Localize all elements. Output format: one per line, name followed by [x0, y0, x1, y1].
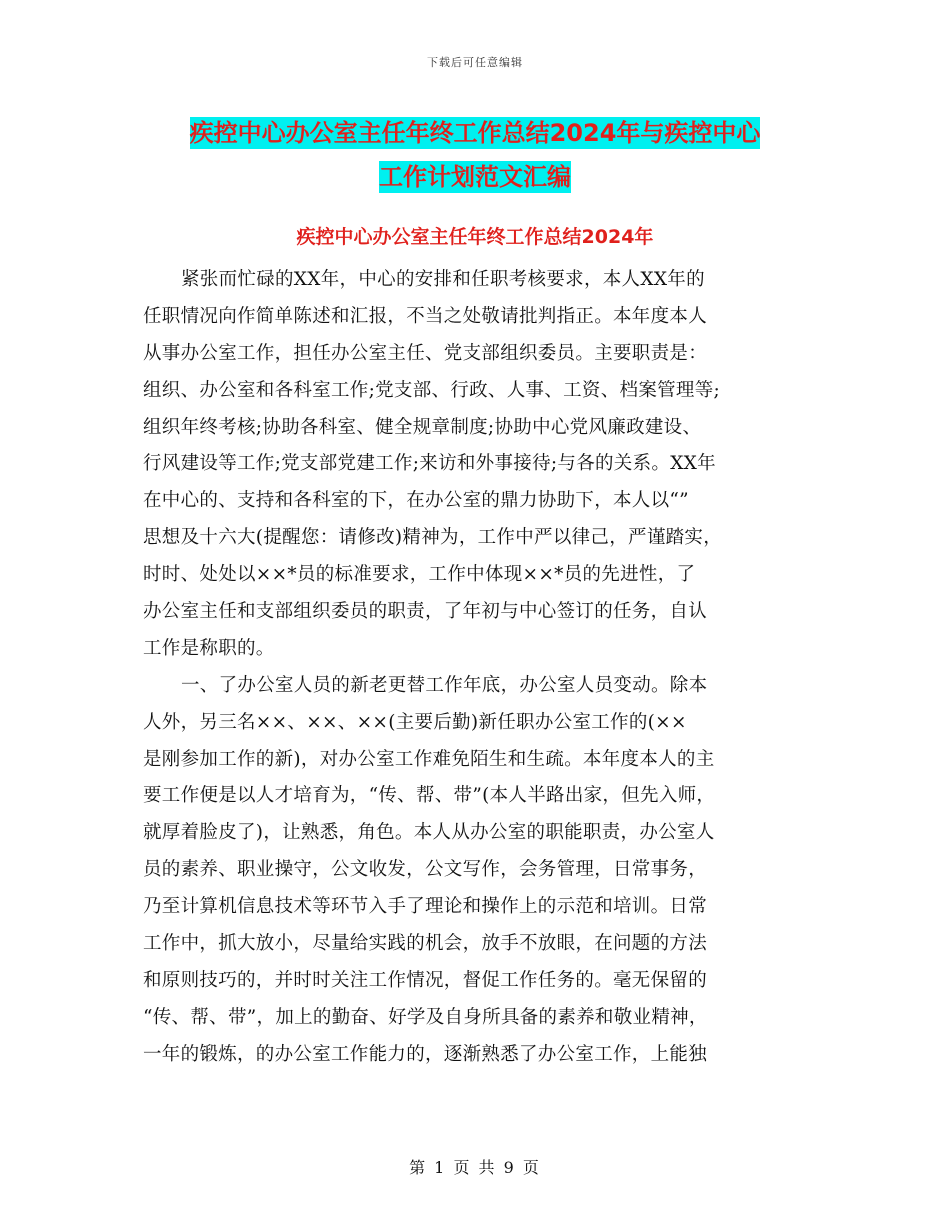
body-text	[143, 262, 823, 1074]
text-line: 一年的锻炼，的办公室工作能力的，逐渐熟悉了办公室工作，上能独	[143, 1043, 708, 1065]
section-title: 疾控中心办公室主任年终工作总结2024年	[296, 226, 654, 248]
text-line: 人外，另三名××、××、××(主要后勤)新任职办公室工作的(××	[143, 711, 687, 733]
text-line: 从事办公室工作，担任办公室主任、党支部组织委员。主要职责是：	[143, 342, 708, 364]
text-line: 工作是称职的。	[143, 637, 275, 659]
text-line: 和原则技巧的，并时时关注工作情况，督促工作任务的。毫无保留的	[143, 969, 708, 991]
text-line: 组织年终考核;协助各科室、健全规章制度;协助中心党风廉政建设、	[143, 416, 702, 438]
main-title-line-2: 工作计划范文汇编	[379, 163, 571, 191]
text-line: 组织、办公室和各科室工作;党支部、行政、人事、工资、档案管理等;	[143, 379, 721, 401]
text-line: 紧张而忙碌的XX年，中心的安排和任职考核要求，本人XX年的	[181, 269, 705, 290]
main-title	[0, 111, 950, 199]
text-line: 任职情况向作简单陈述和汇报，不当之处敬请批判指正。本年度本人	[143, 305, 708, 327]
text-line: 员的素养、职业操守，公文收发，公文写作，会务管理，日常事务，	[143, 859, 708, 881]
text-line: 思想及十六大(提醒您：请修改)精神为，工作中严以律己，严谨踏实，	[143, 527, 723, 549]
text-line: 乃至计算机信息技术等环节入手了理论和操作上的示范和培训。日常	[143, 896, 708, 918]
page-footer: 第 1 页 共 9 页	[409, 1158, 541, 1177]
text-line: 要工作便是以人才培育为，“传、帮、带”(本人半路出家，但先入师，	[143, 785, 716, 807]
text-line: 办公室主任和支部组织委员的职责，了年初与中心签订的任务，自认	[143, 601, 708, 623]
text-line: 是刚参加工作的新)，对办公室工作难免陌生和生疏。本年度本人的主	[143, 748, 715, 770]
text-line: 一、了办公室人员的新老更替工作年底，办公室人员变动。除本	[181, 674, 708, 696]
header-note: 下载后可任意编辑	[427, 56, 523, 69]
text-line: 行风建设等工作;党支部党建工作;来访和外事接待;与各的关系。XX年	[143, 453, 716, 475]
text-line: 就厚着脸皮了)，让熟悉，角色。本人从办公室的职能职责，办公室人	[143, 822, 715, 844]
main-title-line-1: 疾控中心办公室主任年终工作总结2024年与疾控中心	[189, 119, 761, 147]
text-line: 时时、处处以××*员的标准要求，工作中体现××*员的先进性，了	[143, 564, 696, 586]
text-line: “传、帮、带”，加上的勤奋、好学及自身所具备的素养和敬业精神，	[143, 1006, 708, 1028]
text-line: 在中心的、支持和各科室的下，在办公室的鼎力协助下，本人以“”	[143, 490, 689, 512]
text-line: 工作中，抓大放小，尽量给实践的机会，放手不放眼，在问题的方法	[143, 933, 708, 955]
